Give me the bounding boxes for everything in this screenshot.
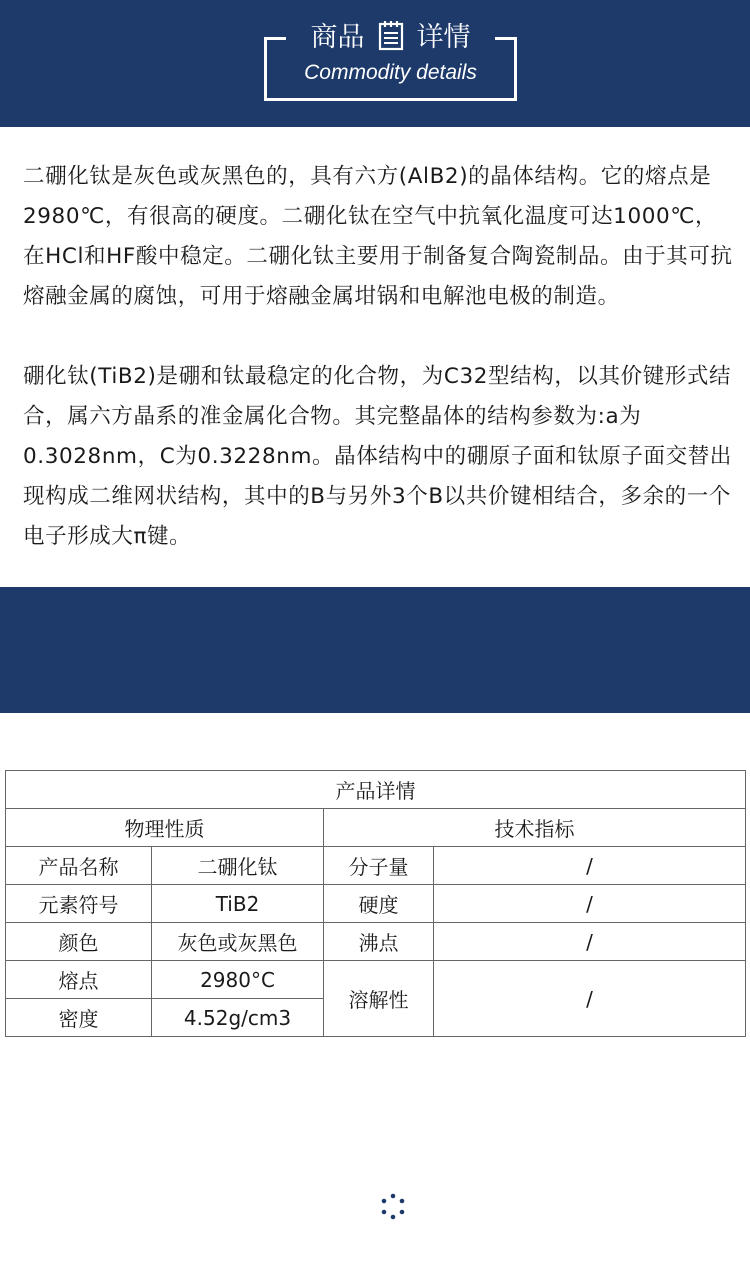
property-value: TiB2 xyxy=(152,885,324,923)
product-details-table xyxy=(5,770,746,1037)
section-title-zh xyxy=(270,1187,515,1226)
table-row xyxy=(6,923,746,961)
section-title-zh xyxy=(267,15,514,54)
tech-value: / xyxy=(434,923,746,961)
table-caption-row xyxy=(6,771,746,809)
tech-label: 分子量 xyxy=(324,847,434,885)
property-label: 产品名称 xyxy=(6,847,152,885)
tech-value: / xyxy=(434,885,746,923)
intro-paragraph-2: 硼化钛(TiB2)是硼和钛最稳定的化合物，为C32型结构，以其价键形式结合，属六方晶系的准金属化合物。其完整晶体的结构参数为:a为0.3028nm，C为0.3228nm。晶体结构中的硼原子面和钛原子面交替出现构成二维网状结构，其中的B与另外3个B以共价键相结合，多余的一个电子形成大π键。 xyxy=(23,364,732,549)
property-value: 4.52g/cm3 xyxy=(152,999,324,1037)
property-label: 熔点 xyxy=(6,961,152,999)
tech-label: 沸点 xyxy=(324,923,434,961)
notepad-icon xyxy=(375,19,407,51)
tech-label: 溶解性 xyxy=(324,961,434,1037)
tech-value: / xyxy=(434,847,746,885)
property-label: 元素符号 xyxy=(6,885,152,923)
property-value: 2980°C xyxy=(152,961,324,999)
table-header-row xyxy=(6,809,746,847)
section-subtitle: Commodity details xyxy=(304,61,477,84)
title-left-text: 商品 xyxy=(310,22,365,53)
physical-properties-header: 物理性质 xyxy=(6,809,324,847)
property-label: 颜色 xyxy=(6,923,152,961)
section-title-frame xyxy=(264,22,517,101)
tech-label: 硬度 xyxy=(324,885,434,923)
property-value: 灰色或灰黑色 xyxy=(152,923,324,961)
title-left-text: 化学 xyxy=(312,1194,367,1225)
title-right-text: 详情 xyxy=(416,22,471,53)
property-label: 密度 xyxy=(6,999,152,1037)
technical-indicators-header: 技术指标 xyxy=(324,809,746,847)
table-row xyxy=(6,885,746,923)
section-title-frame xyxy=(267,1194,518,1275)
header-band-commodity xyxy=(0,0,750,127)
title-right-text: 成分 xyxy=(418,1194,473,1225)
table-row xyxy=(6,847,746,885)
molecule-icon xyxy=(377,1191,409,1223)
table-row xyxy=(6,961,746,999)
intro-paragraph-1: 二硼化钛是灰色或灰黑色的，具有六方(AlB2)的晶体结构。它的熔点是2980℃，有很高的硬度。二硼化钛在空气中抗氧化温度可达1000℃，在HCl和HF酸中稳定。二硼化钛主要用于制备复合陶瓷制品。由于其可抗熔融金属的腐蚀，可用于熔融金属坩锅和电解池电极的制造。 xyxy=(23,164,733,309)
section-subtitle: Chemical composition xyxy=(289,1233,496,1256)
property-value: 二硼化钛 xyxy=(152,847,324,885)
table-caption: 产品详情 xyxy=(6,771,746,809)
tech-value: / xyxy=(434,961,746,1037)
